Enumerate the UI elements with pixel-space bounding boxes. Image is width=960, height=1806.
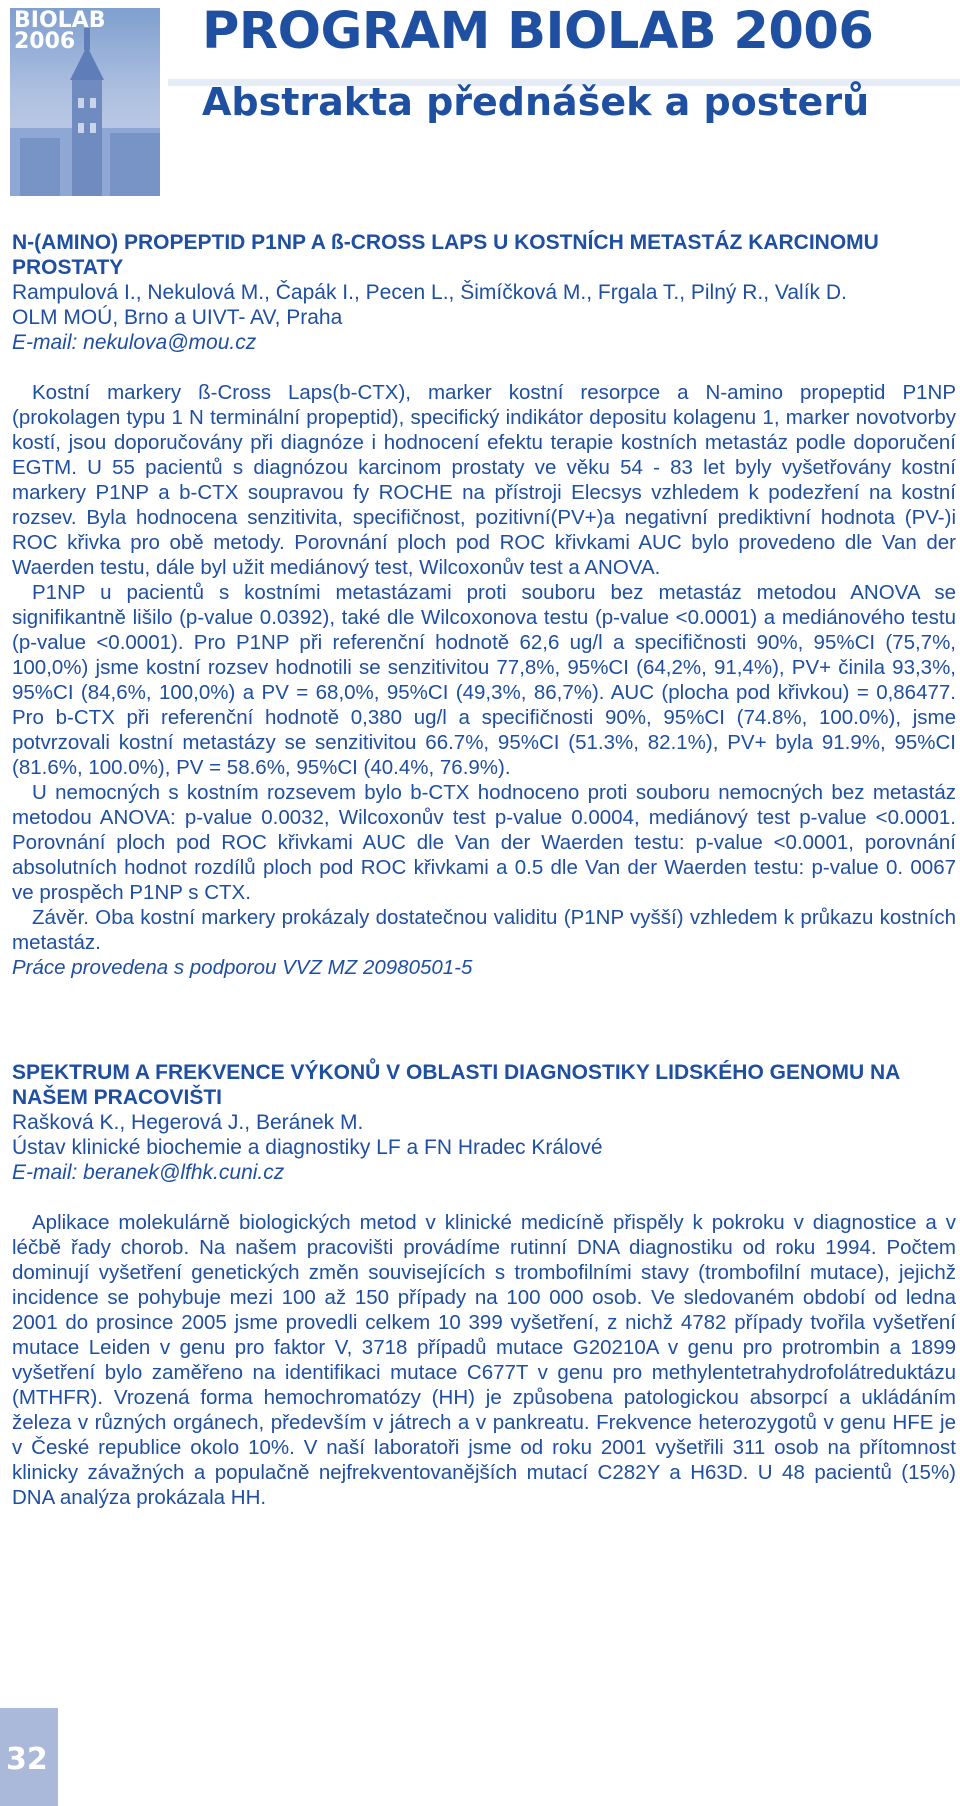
abstract-authors: Rampulová I., Nekulová M., Čapák I., Pecen L., Šimíčková M., Frgala T., Pilný R., Valík D. [12,281,847,304]
biolab-logo [10,8,160,196]
page-number-box [0,1708,58,1806]
abstract-title: SPEKTRUM A FREKVENCE VÝKONŮ V OBLASTI DIAGNOSTIKY LIDSKÉHO GENOMU NA NAŠEM PRACOVIŠTI [12,1061,900,1109]
logo-line-1: BIOLAB [14,8,106,33]
abstract-affiliation: Ústav klinické biochemie a diagnostiky LF a FN Hradec Králové [12,1136,603,1159]
abstract-paragraph: Aplikace molekulárně biologických metod v klinické medicíně přispěly k pokroku v diagnostice a v léčbě řady chorob. Na našem pracovišti provádíme rutinní DNA diagnostiku od roku 1994. Počtem dominují vyšetření genetických změn souvisejících s trombofilními stavy (trombofilní mutace), jejichž incidence se pohybuje mezi 100 až 150 případy na 100 000 osob. Ve sledovaném období od ledna 2001 do prosince 2005 jsme provedli celkem 10 399 vyšetření, z nichž 4782 případy tvořila vyšetření mutace Leiden v genu pro faktor V, 3718 případů mutace G20210A v genu pro protrombin a 1899 vyšetření bylo zaměřeno na identifikaci mutace C677T v genu pro methylentetrahydrofolátreduktázu (MTHFR). Vrozená forma hemochromatózy (HH) je způsobena patologickou absorpcí a ukládáním železa v různých orgánech, především v játrech a v pankreatu. Frekvence heterozygotů v genu HFE je v České republice okolo 10%. V naší laboratoři jsme od roku 2001 vyšetřili 311 osob na přítomnost klinicky závažných a populačně nejfrekventovanějších mutací C282Y a H63D. U 48 pacientů (15%) DNA analýza prokázala HH. [12,1211,956,1509]
page-title: PROGRAM BIOLAB 2006 [202,2,874,61]
abstract-paragraph: Závěr. Oba kostní markery prokázaly dostatečnou validitu (P1NP vyšší) vzhledem k průkazu kostních metastáz. [12,906,956,954]
logo-text [14,10,105,52]
page-number: 32 [6,1742,48,1777]
abstract-paragraph: U nemocných s kostním rozsevem bylo b-CTX hodnoceno proti souboru nemocných bez metastáz metodou ANOVA: p-value 0.0032, Wilcoxonův test p-value 0.0004, mediánový test p-value <0.0001. Porovnání ploch pod ROC křivkami AUC dle Van der Waerden testu: p-value <0.0001, porovnání absolutních hodnot rozdílů ploch pod ROC křivkami a 0.5 dle Van der Waerden testu: p-value 0. 0067 ve prospěch P1NP s CTX. [12,781,956,904]
abstract-affiliation: OLM MOÚ, Brno a UIVT- AV, Praha [12,306,343,329]
abstract-title: N-(AMINO) PROPEPTID P1NP A ß-CROSS LAPS U KOSTNÍCH METASTÁZ KARCINOMU PROSTATY [12,231,879,279]
abstract-authors: Rašková K., Hegerová J., Beránek M. [12,1111,364,1134]
abstract-paragraph: P1NP u pacientů s kostními metastázami proti souboru bez metastáz metodou ANOVA se signifikantně lišilo (p-value 0.0392), také dle Wilcoxonova testu (p-value <0.0001) a mediánového testu (p-value <0.0001). Pro P1NP při referenční hodnotě 62,6 ug/l a specifičnosti 90%, 95%CI (75,7%, 100,0%) jsme kostní rozsev hodnotili se senzitivitou 77,8%, 95%CI (64,2%, 91,4%), PV+ činila 93,3%, 95%CI (84,6%, 100,0%) a PV = 68,0%, 95%CI (49,3%, 86,7%). AUC (plocha pod křivkou) = 0,86477. Pro b-CTX při referenční hodnotě 0,380 ug/l a specifičnosti 90%, 95%CI (74.8%, 100.0%), jsme potvrzovali kostní metastázy se senzitivitou 66.7%, 95%CI (51.3%, 82.1%), PV+ byla 91.9%, 95%CI (81.6%, 100.0%), PV = 58.6%, 95%CI (40.4%, 76.9%). [12,581,956,779]
abstract-funding: Práce provedena s podporou VVZ MZ 20980501-5 [12,956,473,979]
abstract-email: E-mail: beranek@lfhk.cuni.cz [12,1161,285,1184]
page-header [0,0,960,200]
abstract-2 [12,1060,956,1510]
page-subtitle: Abstrakta přednášek a posterů [202,80,870,124]
abstract-email: E-mail: nekulova@mou.cz [12,331,257,354]
abstract-1 [12,230,956,980]
abstract-paragraph: Kostní markery ß-Cross Laps(b-CTX), marker kostní resorpce a N-amino propeptid P1NP (prokolagen typu 1 N terminální propeptid), specifický indikátor depositu kolagenu 1, marker novotvorby kostí, jsou doporučovány při diagnóze i hodnocení efektu terapie kostních metastáz podle doporučení EGTM. U 55 pacientů s diagnózou karcinom prostaty ve věku 54 - 83 let byly vyšetřovány kostní markery P1NP a b-CTX soupravou fy ROCHE na přístroji Elecsys vzhledem k podezření na kostní rozsev. Byla hodnocena senzitivita, specifičnost, pozitivní(PV+)a negativní prediktivní hodnota (PV-)i ROC křivka pro obě metody. Porovnání ploch pod ROC křivkami AUC bylo provedeno dle Van der Waerden testu, dále byl užit mediánový test, Wilcoxonův test a ANOVA. [12,381,956,579]
logo-line-2: 2006 [14,29,76,54]
abstracts-content [12,230,956,1510]
